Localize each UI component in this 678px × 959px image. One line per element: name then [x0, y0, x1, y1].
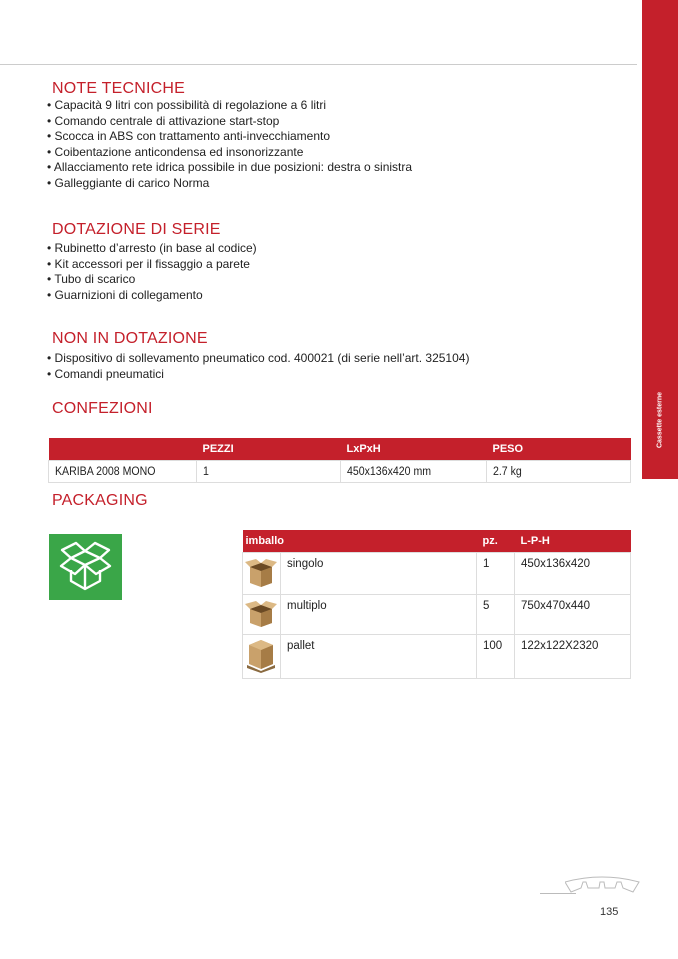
header-cell: imballo: [243, 530, 477, 553]
cell-pz: 1: [477, 553, 515, 595]
cell-dimensions: 450x136x420 mm: [341, 461, 475, 483]
cell-name: pallet: [281, 635, 477, 679]
footer-ornament-icon: [565, 876, 640, 901]
header-cell: L-P-H: [515, 530, 631, 553]
heading-non-dotazione: NON IN DOTAZIONE: [52, 330, 208, 347]
list-item: • Scocca in ABS con trattamento anti-invecchiamento: [47, 129, 412, 145]
header-cell: PEZZI: [197, 438, 341, 461]
multiple-box-icon: [243, 595, 281, 635]
list-item: • Rubinetto d’arresto (in base al codice): [47, 241, 257, 257]
cell-name: singolo: [281, 553, 477, 595]
side-tab-label: Cassette esterne: [656, 391, 664, 449]
header-cell: PESO: [487, 438, 631, 461]
open-box-icon: [49, 534, 122, 600]
heading-dotazione: DOTAZIONE DI SERIE: [52, 221, 221, 238]
cell-name: multiplo: [281, 595, 477, 635]
page-number: 135: [600, 906, 619, 918]
list-note-tecniche: [47, 98, 412, 191]
list-item: • Kit accessori per il fissaggio a parete: [47, 257, 257, 273]
heading-packaging: PACKAGING: [52, 492, 148, 509]
list-dotazione: [47, 241, 257, 303]
list-item: • Capacità 9 litri con possibilità di regolazione a 6 litri: [47, 98, 412, 114]
table-header: [49, 438, 631, 461]
cell-model: KARIBA 2008 MONO: [49, 461, 185, 483]
list-item: • Dispositivo di sollevamento pneumatico cod. 400021 (di serie nell’art. 325104): [47, 351, 469, 367]
list-item: • Comando centrale di attivazione start-stop: [47, 114, 412, 130]
table-row: [243, 595, 631, 635]
header-cell: [49, 438, 197, 461]
cell-weight: 2.7 kg: [487, 461, 619, 483]
table-row: [49, 461, 631, 483]
header-cell: pz.: [477, 530, 515, 553]
list-item: • Coibentazione anticondensa ed insonorizzante: [47, 145, 412, 161]
pallet-icon: [243, 635, 281, 679]
top-divider: [0, 64, 637, 65]
heading-note-tecniche: NOTE TECNICHE: [52, 80, 185, 97]
list-item: • Comandi pneumatici: [47, 367, 469, 383]
cell-lph: 750x470x440: [515, 595, 631, 635]
header-cell: LxPxH: [341, 438, 487, 461]
cell-pz: 100: [477, 635, 515, 679]
list-item: • Guarnizioni di collegamento: [47, 288, 257, 304]
heading-confezioni: CONFEZIONI: [52, 400, 153, 417]
list-non-dotazione: [47, 351, 469, 382]
cell-pz: 5: [477, 595, 515, 635]
list-item: • Tubo di scarico: [47, 272, 257, 288]
single-box-icon: [243, 553, 281, 595]
list-item: • Allacciamento rete idrica possibile in due posizioni: destra o sinistra: [47, 160, 412, 176]
packaging-table: [242, 530, 631, 679]
cell-lph: 450x136x420: [515, 553, 631, 595]
side-tab: [642, 380, 678, 460]
cell-pezzi: 1: [197, 461, 329, 483]
list-item: • Galleggiante di carico Norma: [47, 176, 412, 192]
confezioni-table: [48, 438, 631, 483]
table-row: [243, 635, 631, 679]
table-header: [243, 530, 631, 553]
table-row: [243, 553, 631, 595]
cell-lph: 122x122X2320: [515, 635, 631, 679]
